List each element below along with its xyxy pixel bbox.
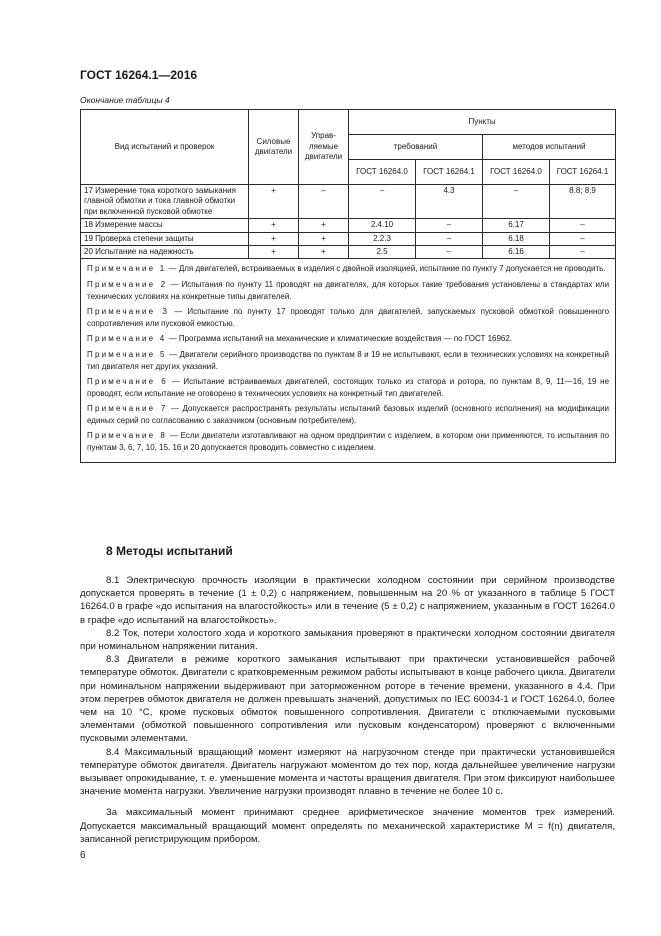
row-test-name: 20 Испытание на надежность (81, 245, 249, 258)
row-power: + (249, 185, 299, 219)
table-note (87, 430, 609, 453)
header-req-std-a: ГОСТ 16264.0 (349, 160, 416, 185)
paragraph: 8.2 Ток, потери холостого хода и короткого замыкания проверяют в практически холодном состоянии двигателя при номинальном напряжении питания. (80, 627, 615, 653)
note-label: Примечание 3 (87, 307, 170, 317)
table-note (87, 349, 609, 372)
table-note (87, 263, 609, 275)
row-control: – (299, 185, 349, 219)
header-control-motors: Управ-ляемые двигатели (299, 110, 349, 185)
note-text: — Допускается распространять результаты испытаний базовых изделий (основного исполнения) на модификации единых серий по согласованию с заказчиком (основным потребителем). (87, 404, 610, 425)
header-meth-std-a: ГОСТ 16264.0 (483, 160, 550, 185)
section-body (80, 574, 615, 846)
standard-header: ГОСТ 16264.1—2016 (80, 68, 198, 82)
row-req-a: 2.4.10 (349, 219, 416, 232)
note-text: — Если двигатели изготавливают на одном предприятии с изделием, в котором они применяются, то испытания по пунктам 3, 6, 7, 10, 15, 16 и 20 допускается проводить совместно с изделием. (87, 431, 610, 453)
header-test-type: Вид испытаний и проверок (81, 110, 249, 185)
paragraph: 8.1 Электрическую прочность изоляции в практически холодном состоянии при серийном производстве допускается проверять в течение (1 ± 0,2) с напряжением, повышенным на 20 % от указанного в таблице 5 ГОСТ 16264.0 в графе «до испытания на влагостойкость» или в течение (5 ± 0,2) с напряжением, указанным в ГОСТ 16264.0 в графе «до испытаний на влагостойкость». (80, 575, 615, 626)
row-req-b: – (416, 232, 483, 245)
header-power-motors: Силовые двигатели (249, 110, 299, 185)
table-note (87, 279, 609, 302)
table-row (81, 232, 616, 245)
paragraph: За максимальный момент принимают среднее арифметическое значение моментов трех измерений. Допускается максимальный вращающий момент определять по механической характеристике M = f(n) двигателя, записанной регистрирующим прибором. (80, 807, 615, 845)
note-text: — Испытание встраиваемых двигателей, состоящих только из статора и ротора, по пунктам 8, 9, 11—16, 19 не проводят, если испытание не оговорено в технических условиях на конкретный тип двигателей. (87, 377, 610, 398)
row-meth-a: – (483, 185, 550, 219)
note-label: Примечание 2 (87, 279, 168, 289)
paragraph: 8.4 Максимальный вращающий момент измеряют на нагрузочном стенде при практически установившейся температуре обмоток двигателя. Двигатель нагружают моментом до тех пор, когда дальнейшее увеличение нагрузки вызывает опрокидывание, т. е. уменьшение момента и частоты вращения двигателя. При этом фиксируют наибольшее значение момента нагрузки. Увеличение нагрузки производят плавно в течение не более 10 с. (80, 746, 615, 798)
table-note (87, 403, 609, 426)
note-text: — Двигатели серийного производства по пунктам 8 и 19 не испытывают, если в технических условиях на конкретный тип двигателя нет других указаний. (87, 349, 610, 371)
row-req-b: – (416, 245, 483, 258)
header-requirements: требований (349, 135, 483, 160)
row-power: + (249, 219, 299, 232)
note-text: — Программа испытаний на механические и климатические воздействия — по ГОСТ 16962. (168, 334, 513, 344)
table-row (81, 245, 616, 258)
page-number: 6 (80, 850, 86, 861)
row-req-a: 2.5 (349, 245, 416, 258)
row-req-a: 2.2.3 (349, 232, 416, 245)
row-control: + (299, 245, 349, 258)
table-note (87, 306, 609, 329)
note-text: — Испытания по пункту 11 проводят на двигателях, для которых такие требования установлены в стандартах или технических условиях на конкретные типы двигателей. (87, 279, 610, 301)
header-meth-std-b: ГОСТ 16264.1 (550, 160, 616, 185)
row-req-a: – (349, 185, 416, 219)
row-meth-b: 8.8; 8.9 (550, 185, 616, 219)
row-control: + (299, 219, 349, 232)
note-label: Примечание 1 (87, 264, 167, 274)
row-meth-a: 6.18 (483, 232, 550, 245)
table-note (87, 333, 609, 345)
note-label: Примечание 7 (87, 404, 168, 414)
row-meth-a: 6.16 (483, 245, 550, 258)
note-label: Примечание 8 (87, 431, 167, 441)
row-meth-b: – (550, 219, 616, 232)
table-row (81, 219, 616, 232)
row-req-b: – (416, 219, 483, 232)
header-req-std-b: ГОСТ 16264.1 (416, 160, 483, 185)
table-row (81, 185, 616, 219)
section-title: 8 Методы испытаний (106, 544, 233, 558)
header-test-methods: методов испытаний (483, 135, 616, 160)
row-meth-a: 6.17 (483, 219, 550, 232)
table-notes (81, 259, 616, 462)
test-table (80, 109, 616, 463)
note-text: — Испытание по пункту 17 проводят только для двигателей, запускаемых пусковой обмоткой повышенного сопротивления или пусковой емкостью. (87, 307, 610, 328)
table-note (87, 376, 609, 399)
note-label: Примечание 6 (87, 377, 168, 387)
row-req-b: 4.3 (416, 185, 483, 219)
table-caption: Окончание таблицы 4 (80, 95, 170, 105)
row-control: + (299, 232, 349, 245)
paragraph: 8.3 Двигатели в режиме короткого замыкания испытывают при практически установившейся рабочей температуре обмоток. Двигатели с кратковременным режимом работы испытывают в конце рабочего цикла. Двигатели при номинальном напряжении выдерживают при заторможенном роторе в течение времени, указанного в 4.4. При этом перегрев обмоток двигателя не должен превышать значений, допустимых по IEC 60034-1 и ГОСТ 16264.0, более чем на 10 °C, кроме пусковых обмоток повышенного сопротивления. Двигатели с отключаемыми пусковыми элементами (обмоткой повышенного сопротивления или пусковым конденсатором) проверяют с включенными пусковыми элементами. (80, 654, 615, 745)
row-meth-b: – (550, 245, 616, 258)
header-clauses: Пункты (349, 110, 616, 135)
note-text: — Для двигателей, встраиваемых в изделия с двойной изоляцией, испытание по пункту 7 допускается не проводить. (168, 264, 606, 274)
note-label: Примечание 5 (87, 349, 167, 359)
row-power: + (249, 232, 299, 245)
note-label: Примечание 4 (87, 334, 167, 344)
row-test-name: 17 Измерение тока короткого замыкания главной обмотки и тока главной обмотки при включенной пусковой обмотке (81, 185, 249, 219)
row-test-name: 19 Проверка степени защиты (81, 232, 249, 245)
row-test-name: 18 Измерение массы (81, 219, 249, 232)
row-power: + (249, 245, 299, 258)
row-meth-b: – (550, 232, 616, 245)
